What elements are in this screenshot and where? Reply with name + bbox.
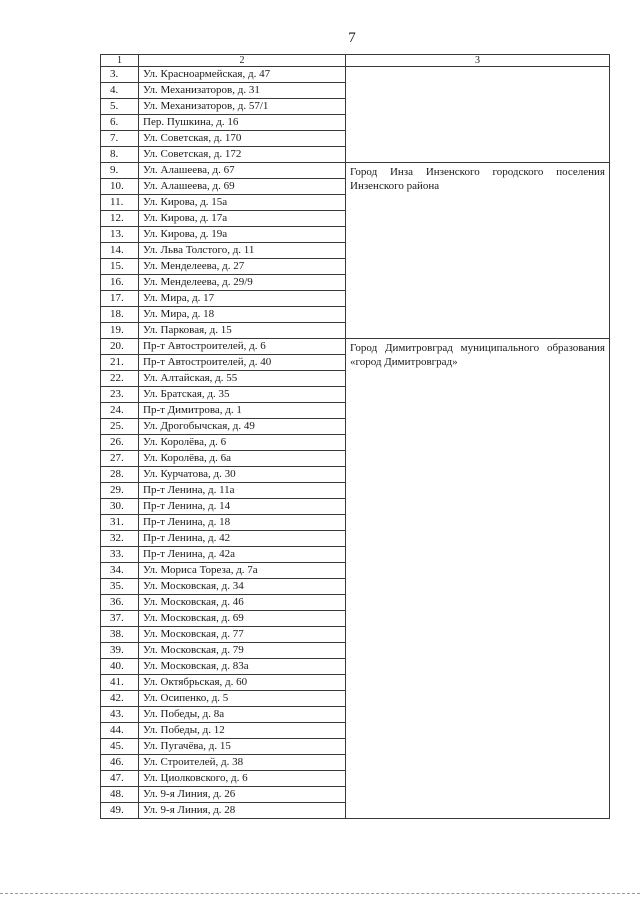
settlement-cell <box>346 67 610 163</box>
address-cell: Ул. Механизаторов, д. 57/1 <box>139 99 346 115</box>
address-cell: Ул. Пугачёва, д. 15 <box>139 739 346 755</box>
row-number: 42. <box>101 691 139 707</box>
column-header-1: 1 <box>101 55 139 67</box>
address-cell: Пр-т Ленина, д. 42а <box>139 547 346 563</box>
row-number: 10. <box>101 179 139 195</box>
address-cell: Пер. Пушкина, д. 16 <box>139 115 346 131</box>
address-cell: Ул. Осипенко, д. 5 <box>139 691 346 707</box>
address-cell: Ул. Кирова, д. 19а <box>139 227 346 243</box>
address-cell: Ул. Московская, д. 77 <box>139 627 346 643</box>
page-bottom-rule <box>0 893 640 894</box>
address-cell: Ул. Менделеева, д. 29/9 <box>139 275 346 291</box>
row-number: 15. <box>101 259 139 275</box>
address-cell: Ул. Братская, д. 35 <box>139 387 346 403</box>
address-cell: Ул. Московская, д. 46 <box>139 595 346 611</box>
address-cell: Ул. Кирова, д. 17а <box>139 211 346 227</box>
address-cell: Ул. Алашеева, д. 67 <box>139 163 346 179</box>
row-number: 21. <box>101 355 139 371</box>
row-number: 43. <box>101 707 139 723</box>
row-number: 39. <box>101 643 139 659</box>
row-number: 23. <box>101 387 139 403</box>
row-number: 41. <box>101 675 139 691</box>
row-number: 3. <box>101 67 139 83</box>
row-number: 6. <box>101 115 139 131</box>
row-number: 11. <box>101 195 139 211</box>
row-number: 28. <box>101 467 139 483</box>
row-number: 24. <box>101 403 139 419</box>
address-cell: Пр-т Ленина, д. 14 <box>139 499 346 515</box>
row-number: 8. <box>101 147 139 163</box>
row-number: 33. <box>101 547 139 563</box>
address-cell: Пр-т Автостроителей, д. 40 <box>139 355 346 371</box>
row-number: 48. <box>101 787 139 803</box>
address-cell: Ул. Курчатова, д. 30 <box>139 467 346 483</box>
address-cell: Ул. Королёва, д. 6 <box>139 435 346 451</box>
row-number: 31. <box>101 515 139 531</box>
address-cell: Ул. Дрогобычская, д. 49 <box>139 419 346 435</box>
row-number: 35. <box>101 579 139 595</box>
settlement-cell: Город Димитровград муниципального образования «город Димитровград» <box>346 339 610 819</box>
address-table <box>100 54 610 819</box>
address-cell: Ул. Кирова, д. 15а <box>139 195 346 211</box>
table-row <box>101 163 610 179</box>
table-row <box>101 67 610 83</box>
column-header-2: 2 <box>139 55 346 67</box>
row-number: 47. <box>101 771 139 787</box>
row-number: 22. <box>101 371 139 387</box>
address-cell: Ул. 9-я Линия, д. 28 <box>139 803 346 819</box>
settlement-cell: Город Инза Инзенского городского поселения Инзенского района <box>346 163 610 339</box>
row-number: 38. <box>101 627 139 643</box>
row-number: 14. <box>101 243 139 259</box>
address-cell: Ул. Советская, д. 172 <box>139 147 346 163</box>
row-number: 34. <box>101 563 139 579</box>
address-cell: Ул. Советская, д. 170 <box>139 131 346 147</box>
row-number: 40. <box>101 659 139 675</box>
column-header-3: 3 <box>346 55 610 67</box>
row-number: 19. <box>101 323 139 339</box>
address-cell: Ул. Красноармейская, д. 47 <box>139 67 346 83</box>
page-number: 7 <box>348 30 356 46</box>
address-cell: Пр-т Димитрова, д. 1 <box>139 403 346 419</box>
row-number: 36. <box>101 595 139 611</box>
address-cell: Пр-т Ленина, д. 42 <box>139 531 346 547</box>
row-number: 18. <box>101 307 139 323</box>
address-cell: Ул. Московская, д. 69 <box>139 611 346 627</box>
table-row <box>101 339 610 355</box>
address-cell: Ул. Мориса Тореза, д. 7а <box>139 563 346 579</box>
address-cell: Ул. Циолковского, д. 6 <box>139 771 346 787</box>
address-cell: Пр-т Автостроителей, д. 6 <box>139 339 346 355</box>
address-cell: Ул. Победы, д. 8а <box>139 707 346 723</box>
address-cell: Ул. Московская, д. 34 <box>139 579 346 595</box>
row-number: 26. <box>101 435 139 451</box>
row-number: 7. <box>101 131 139 147</box>
row-number: 5. <box>101 99 139 115</box>
row-number: 16. <box>101 275 139 291</box>
row-number: 20. <box>101 339 139 355</box>
row-number: 44. <box>101 723 139 739</box>
address-cell: Ул. Октябрьская, д. 60 <box>139 675 346 691</box>
row-number: 25. <box>101 419 139 435</box>
address-cell: Ул. Менделеева, д. 27 <box>139 259 346 275</box>
table-header-row <box>101 55 610 67</box>
address-cell: Ул. Механизаторов, д. 31 <box>139 83 346 99</box>
address-cell: Ул. Парковая, д. 15 <box>139 323 346 339</box>
row-number: 17. <box>101 291 139 307</box>
row-number: 46. <box>101 755 139 771</box>
address-table-body <box>101 55 610 819</box>
address-cell: Ул. Алашеева, д. 69 <box>139 179 346 195</box>
row-number: 12. <box>101 211 139 227</box>
address-cell: Ул. Московская, д. 83а <box>139 659 346 675</box>
row-number: 29. <box>101 483 139 499</box>
address-cell: Ул. Победы, д. 12 <box>139 723 346 739</box>
address-cell: Пр-т Ленина, д. 11а <box>139 483 346 499</box>
address-cell: Ул. Московская, д. 79 <box>139 643 346 659</box>
address-cell: Ул. Льва Толстого, д. 11 <box>139 243 346 259</box>
row-number: 27. <box>101 451 139 467</box>
row-number: 45. <box>101 739 139 755</box>
row-number: 9. <box>101 163 139 179</box>
row-number: 37. <box>101 611 139 627</box>
row-number: 4. <box>101 83 139 99</box>
address-cell: Ул. Алтайская, д. 55 <box>139 371 346 387</box>
address-cell: Ул. Королёва, д. 6а <box>139 451 346 467</box>
address-cell: Пр-т Ленина, д. 18 <box>139 515 346 531</box>
address-cell: Ул. Мира, д. 17 <box>139 291 346 307</box>
address-cell: Ул. Мира, д. 18 <box>139 307 346 323</box>
row-number: 30. <box>101 499 139 515</box>
row-number: 49. <box>101 803 139 819</box>
row-number: 13. <box>101 227 139 243</box>
address-cell: Ул. 9-я Линия, д. 26 <box>139 787 346 803</box>
address-cell: Ул. Строителей, д. 38 <box>139 755 346 771</box>
row-number: 32. <box>101 531 139 547</box>
